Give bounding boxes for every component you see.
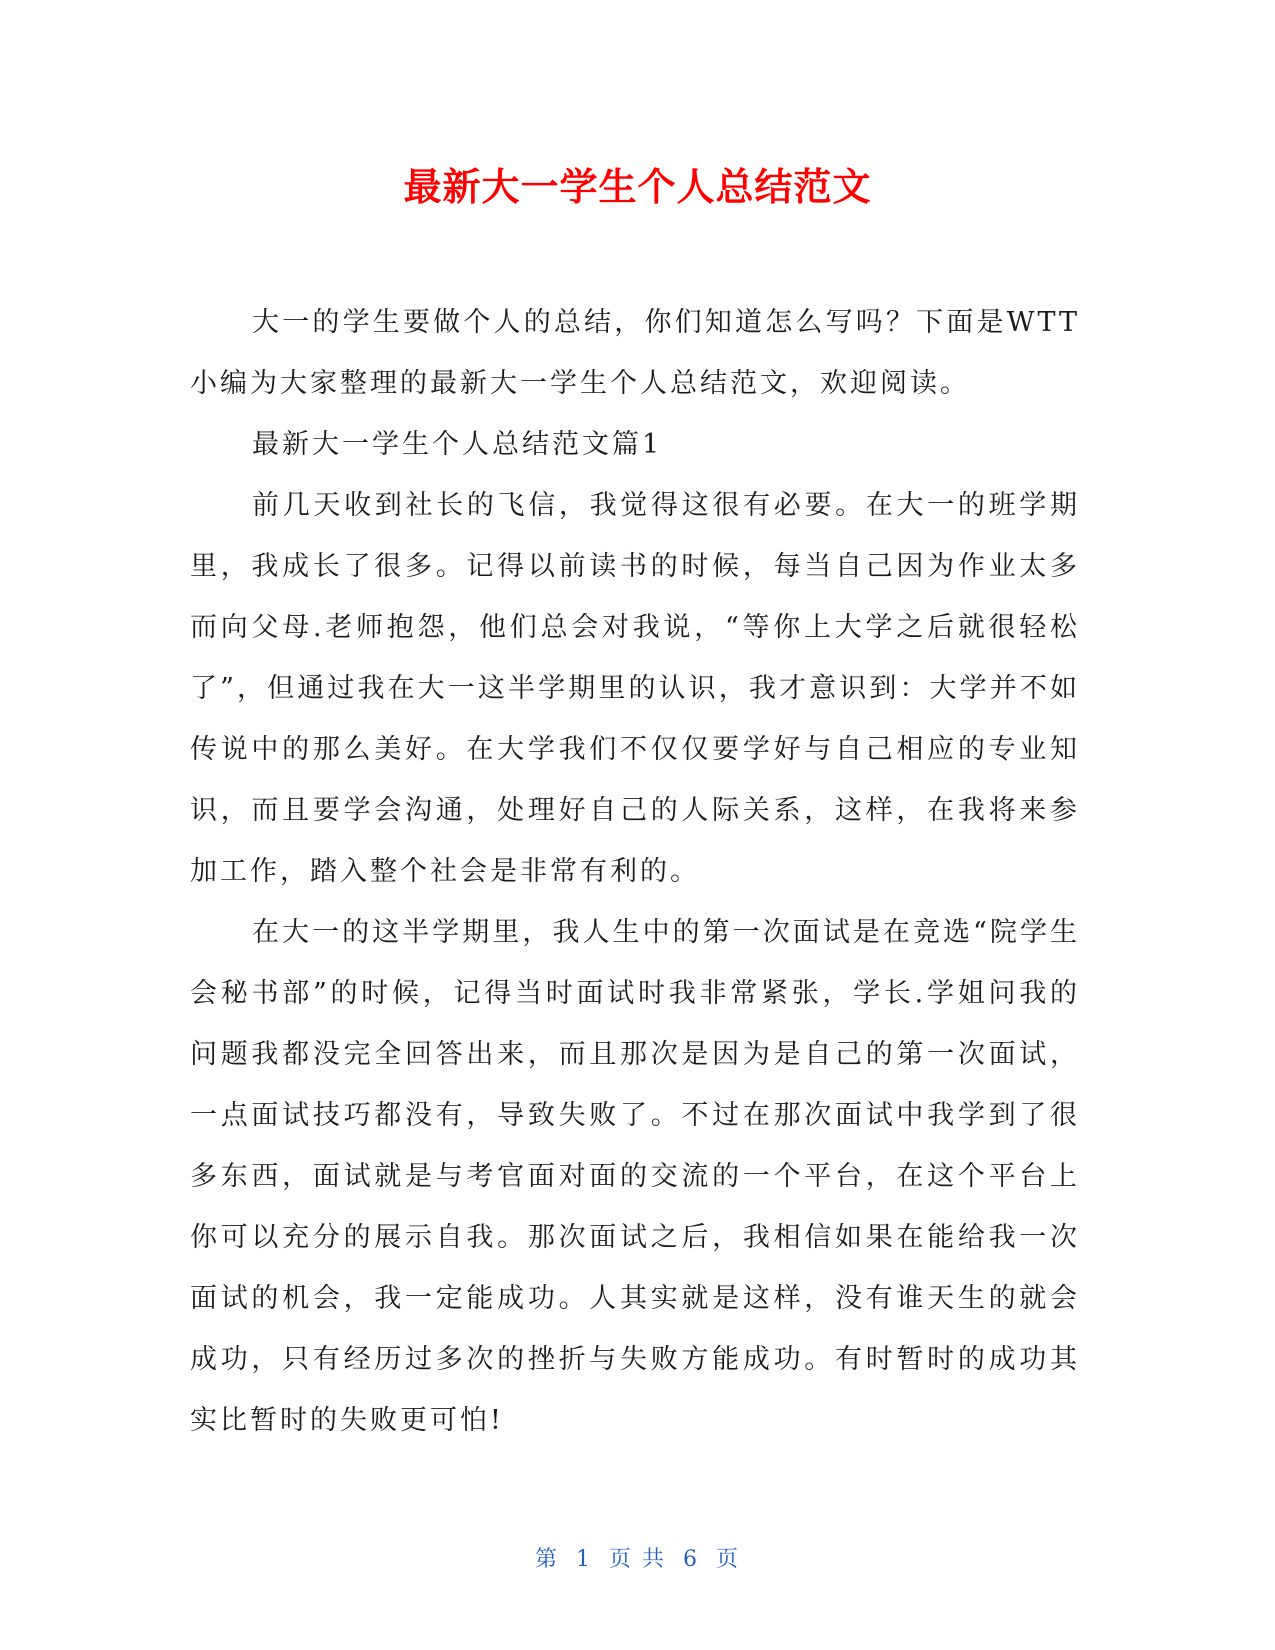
footer-middle: 页 共 bbox=[609, 1547, 666, 1572]
document-title: 最新大一学生个人总结范文 bbox=[403, 165, 872, 209]
intro-paragraph: 大一的学生要做个人的总结，你们知道怎么写吗？下面是WTT小编为大家整理的最新大一学生个人总结范文，欢迎阅读。 bbox=[190, 307, 1080, 399]
document-body bbox=[190, 292, 1080, 1451]
footer-current-page: 1 bbox=[576, 1547, 592, 1572]
footer-total-pages: 6 bbox=[683, 1547, 699, 1572]
body-paragraph-2: 在大一的这半学期里，我人生中的第一次面试是在竞选“院学生会秘书部”的时候，记得当时面试时我非常紧张，学长.学姐问我的问题我都没完全回答出来，而且那次是因为是自己的第一次面试，一点面试技巧都没有，导致失败了。不过在那次面试中我学到了很多东西，面试就是与考官面对面的交流的一个平台，在这个平台上你可以充分的展示自我。那次面试之后，我相信如果在能给我一次面试的机会，我一定能成功。人其实就是这样，没有谁天生的就会成功，只有经历过多次的挫折与失败方能成功。有时暂时的成功其实比暂时的失败更可怕! bbox=[190, 917, 1080, 1436]
body-paragraph-1: 前几天收到社长的飞信，我觉得这很有必要。在大一的班学期里，我成长了很多。记得以前读书的时候，每当自己因为作业太多而向父母.老师抱怨，他们总会对我说，“等你上大学之后就很轻松了”，但通过我在大一这半学期里的认识，我才意识到：大学并不如传说中的那么美好。在大学我们不仅仅要学好与自己相应的专业知识，而且要学会沟通，处理好自己的人际关系，这样，在我将来参加工作，踏入整个社会是非常有利的。 bbox=[190, 490, 1080, 887]
page-footer bbox=[0, 1545, 1275, 1575]
section-heading: 最新大一学生个人总结范文篇1 bbox=[252, 429, 663, 460]
footer-prefix: 第 bbox=[534, 1547, 559, 1572]
footer-suffix: 页 bbox=[716, 1547, 741, 1572]
